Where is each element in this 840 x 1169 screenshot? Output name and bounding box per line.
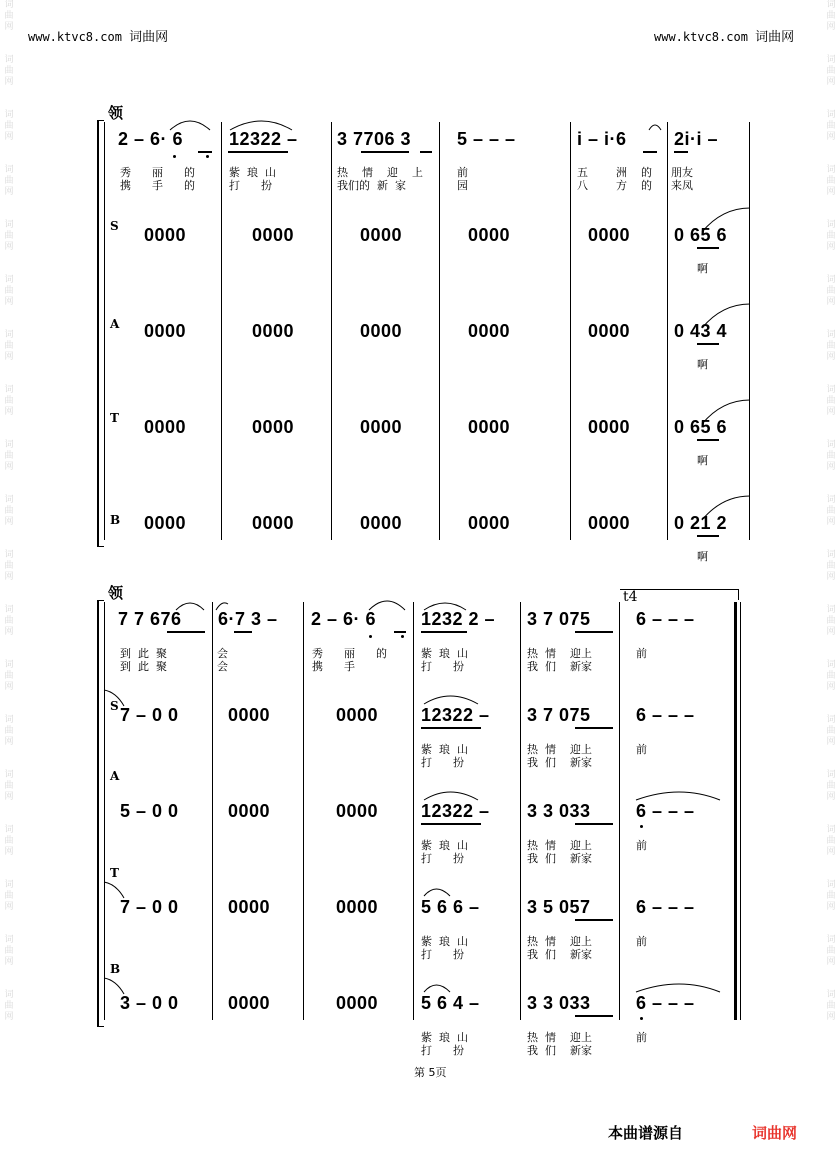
lead-measure: 7 7 676 [118,609,182,629]
rest: 0000 [468,225,511,245]
lead-measure: 3 7 075 [527,609,591,629]
lyric: 紫 琅 山 [421,839,468,852]
s-measure: 0 65 6 [674,225,728,245]
watermark-left: 词 曲 网 词 曲 网 词 曲 网 词 曲 网 词 曲 网 词 曲 网 词 曲 网 词 曲 网 词 曲 网 词 曲 网 词 曲 网 词 曲 网 词 曲 网 词 曲 网 词 曲 网 词 曲 网 词 曲 网 词 曲 网 词 曲 网 [4,0,14,1022]
b-measure: 6 – – – [636,993,695,1013]
lyric: 五 洲 的 [577,166,652,179]
rest: 0000 [228,705,271,725]
lyric: 前 [636,1031,647,1044]
voice-label-a: A [110,317,120,331]
lyric: 园 [457,179,468,192]
lyric: 携 手 的 [120,179,195,192]
volta-label: t4 [623,589,638,605]
lead-measure: 12322 – [229,129,298,149]
rest: 0000 [336,897,379,917]
rest: 0000 [336,993,379,1013]
lyric: 我 们 新家 [527,852,592,865]
lyric: 前 [636,743,647,756]
lyric: 紫 琅 山 [421,935,468,948]
lyric: 我 们 新家 [527,948,592,961]
lyric: 来凤 [671,179,693,192]
rest: 0000 [336,705,379,725]
voice-label-t: T [110,411,119,425]
lyric: 啊 [697,550,708,563]
a-measure: 3 3 033 [527,801,591,821]
rest: 0000 [588,225,631,245]
b-measure: 3 – 0 0 [120,993,179,1013]
lead-measure: 5 – – – [457,129,516,149]
lyric: 打 扮 [421,1044,464,1057]
rest: 0000 [252,321,295,341]
rest: 0000 [360,513,403,533]
b-measure: 5 6 4 – [421,993,480,1013]
page-number: 第 5页 [414,1066,447,1079]
lead-measure: 6·7 3 – [218,609,278,629]
lyric: 啊 [697,454,708,467]
lyric: 我 们 新家 [527,660,592,673]
t-measure: 3 5 057 [527,897,591,917]
lyric: 热 情 迎上 [527,1031,592,1044]
rest: 0000 [468,417,511,437]
rest: 0000 [228,993,271,1013]
lyric: 前 [636,935,647,948]
voice-label-s: S [110,219,119,233]
footer-site-link[interactable]: 词曲网 [752,1124,798,1142]
rest: 0000 [360,417,403,437]
lyric: 打 扮 [421,852,464,865]
lyric: 携 手 [312,660,355,673]
s-measure: 7 – 0 0 [120,705,179,725]
lead-measure: i – i·6 [577,129,627,149]
lyric: 打 扮 [421,660,464,673]
t-measure: 0 65 6 [674,417,728,437]
lead-measure: 1232 2 – [421,609,496,629]
rest: 0000 [360,225,403,245]
lyric: 会 [217,647,228,660]
rest: 0000 [588,513,631,533]
rest: 0000 [144,225,187,245]
lead-label: 领 [108,104,124,122]
lyric: 到 此 聚 [120,660,167,673]
t-measure: 6 – – – [636,897,695,917]
t-measure: 7 – 0 0 [120,897,179,917]
s-measure: 3 7 075 [527,705,591,725]
s-measure: 12322 – [421,705,490,725]
lead-measure: 2i·i – [674,129,719,149]
lead-measure: 3 7706 3 [337,129,412,149]
footer-source: 本曲谱源自 [608,1124,684,1142]
rest: 0000 [252,225,295,245]
lyric: 前 [457,166,468,179]
lyric: 秀 丽 的 [120,166,195,179]
lyric: 朋友 [671,166,693,179]
rest: 0000 [588,321,631,341]
lyric: 秀 丽 的 [312,647,387,660]
rest: 0000 [468,321,511,341]
lyric: 热 情 迎 上 [337,166,423,179]
a-measure: 6 – – – [636,801,695,821]
rest: 0000 [252,417,295,437]
rest: 0000 [144,417,187,437]
lyric: 热 情 迎上 [527,839,592,852]
watermark-right: 词 曲 网 词 曲 网 词 曲 网 词 曲 网 词 曲 网 词 曲 网 词 曲 网 词 曲 网 词 曲 网 词 曲 网 词 曲 网 词 曲 网 词 曲 网 词 曲 网 词 曲 网 词 曲 网 词 曲 网 词 曲 网 词 曲 网 [826,0,836,1022]
lyric: 前 [636,647,647,660]
rest: 0000 [228,897,271,917]
rest: 0000 [144,321,187,341]
voice-label-b: B [110,962,121,976]
b-measure: 0 21 2 [674,513,728,533]
a-measure: 5 – 0 0 [120,801,179,821]
rest: 0000 [228,801,271,821]
lyric: 打 扮 [421,756,464,769]
header-right: www.ktvc8.com 词曲网 [654,30,795,45]
lyric: 热 情 迎上 [527,743,592,756]
lyric: 前 [636,839,647,852]
header-left: www.ktvc8.com 词曲网 [28,30,169,45]
lead-measure: 6 – – – [636,609,695,629]
lead-measure: 2 – 6· 6 [118,129,184,149]
lyric: 紫 琅 山 [229,166,276,179]
t-measure: 5 6 6 – [421,897,480,917]
rest: 0000 [336,801,379,821]
rest: 0000 [360,321,403,341]
rest: 0000 [468,513,511,533]
b-measure: 3 3 033 [527,993,591,1013]
rest: 0000 [588,417,631,437]
lyric: 到 此 聚 [120,647,167,660]
voice-label-s: S [110,699,119,713]
rest: 0000 [144,513,187,533]
voice-label-t: T [110,866,119,880]
lead-measure: 2 – 6· 6 [311,609,377,629]
lyric: 热 情 迎上 [527,647,592,660]
a-measure: 0 43 4 [674,321,728,341]
voice-label-a: A [110,769,120,783]
lyric: 紫 琅 山 [421,1031,468,1044]
lyric: 我 们 新家 [527,756,592,769]
lyric: 打 扮 [229,179,272,192]
lyric: 紫 琅 山 [421,647,468,660]
lyric: 我 们 新家 [527,1044,592,1057]
lyric: 啊 [697,262,708,275]
lyric: 我们的 新 家 [337,179,406,192]
lyric: 紫 琅 山 [421,743,468,756]
lyric: 啊 [697,358,708,371]
lyric: 打 扮 [421,948,464,961]
s-measure: 6 – – – [636,705,695,725]
rest: 0000 [252,513,295,533]
lyric: 八 方 的 [577,179,652,192]
voice-label-b: B [110,513,121,527]
a-measure: 12322 – [421,801,490,821]
lyric: 热 情 迎上 [527,935,592,948]
lead-label: 领 [108,584,124,602]
lyric: 会 [217,660,228,673]
